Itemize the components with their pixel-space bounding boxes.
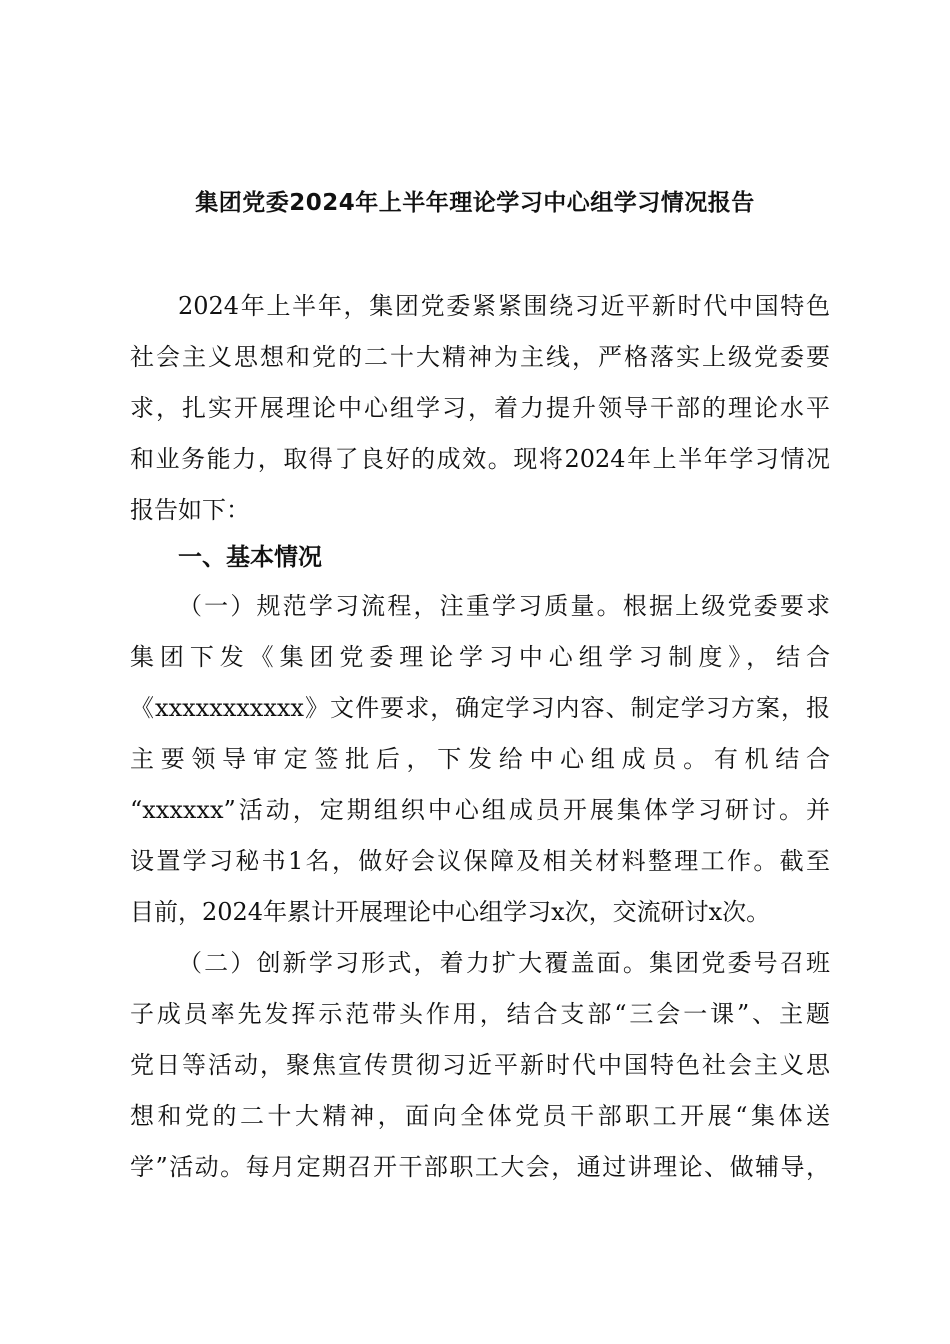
intro-line-2: 社会主义思想和党的二十大精神为主线，严格落实上级党委要 — [130, 343, 830, 371]
para1-line-6: 设置学习秘书1名，做好会议保障及相关材料整理工作。截至 — [130, 847, 830, 875]
intro-line-1: 2024年上半年，集团党委紧紧围绕习近平新时代中国特色 — [178, 292, 830, 320]
para1-line-7: 目前，2024年累计开展理论中心组学习x次，交流研讨x次。 — [130, 898, 771, 926]
intro-line-5: 报告如下： — [130, 496, 250, 524]
para2-line-3: 党日等活动，聚焦宣传贯彻习近平新时代中国特色社会主义思 — [130, 1051, 830, 1079]
intro-line-4: 和业务能力，取得了良好的成效。现将2024年上半年学习情况 — [130, 445, 830, 473]
para1-line-1: （一）规范学习流程，注重学习质量。根据上级党委要求 — [178, 592, 830, 620]
intro-line-3: 求，扎实开展理论中心组学习，着力提升领导干部的理论水平 — [130, 394, 830, 422]
para1-line-5: “xxxxxx”活动，定期组织中心组成员开展集体学习研讨。并 — [130, 796, 830, 824]
document-title: 集团党委2024年上半年理论学习中心组学习情况报告 — [195, 190, 755, 216]
para2-line-1: （二）创新学习形式，着力扩大覆盖面。集团党委号召班 — [178, 949, 830, 977]
para2-line-4: 想和党的二十大精神，面向全体党员干部职工开展“集体送 — [130, 1102, 830, 1130]
para2-line-2: 子成员率先发挥示范带头作用，结合支部“三会一课”、主题 — [130, 1000, 830, 1028]
para1-line-3: 《xxxxxxxxxxx》文件要求，确定学习内容、制定学习方案，报 — [130, 694, 830, 722]
para1-line-4: 主要领导审定签批后，下发给中心组成员。有机结合 — [130, 745, 830, 773]
para1-line-2: 集团下发《集团党委理论学习中心组学习制度》，结合 — [130, 643, 830, 671]
para2-line-5: 学”活动。每月定期召开干部职工大会，通过讲理论、做辅导， — [130, 1153, 830, 1181]
section-heading-basic: 一、基本情况 — [178, 543, 322, 571]
